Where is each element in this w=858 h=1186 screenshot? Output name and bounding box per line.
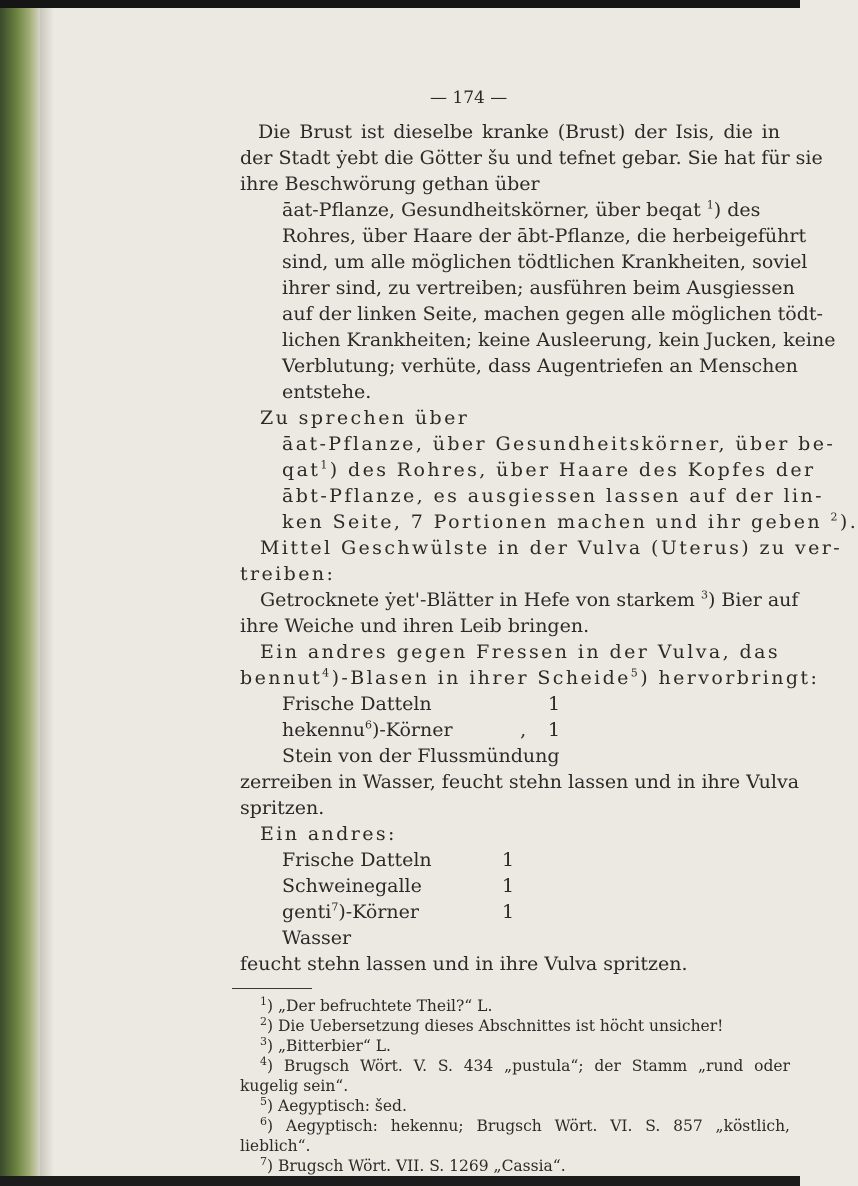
footnote-continuation: lieblich“. <box>240 1137 311 1155</box>
ingredient-name: hekennu$^6$)-Körner <box>282 718 453 741</box>
text-line: Getrocknete ẏet'-Blätter in Hefe von starkem $^3$) Bier auf <box>260 588 799 611</box>
footnote: $^6$) Aegyptisch: hekennu; Brugsch Wört. VI. S. 857 „köstlich, <box>260 1114 790 1135</box>
text-line: Die Brust ist dieselbe kranke (Brust) der Isis, die in <box>258 121 780 143</box>
text-line: lichen Krankheiten; keine Ausleerung, kein Jucken, keine <box>282 329 836 351</box>
text-line: ihrer sind, zu vertreiben; ausführen beim Ausgiessen <box>282 277 795 299</box>
text-line: Rohres, über Haare der ābt-Pflanze, die herbeigeführt <box>282 225 807 247</box>
text-line: Verblutung; verhüte, dass Augentriefen an Menschen <box>282 355 798 377</box>
ingredient-name: Wasser <box>282 927 352 949</box>
ingredient-name: Frische Datteln <box>282 693 432 715</box>
ingredient-quantity: 1 <box>502 901 515 923</box>
text-line: ābt-Pflanze, es ausgiessen lassen auf der lin- <box>282 485 824 507</box>
stray-mark: ‚ <box>520 719 527 741</box>
ingredient-name: Frische Datteln <box>282 849 432 871</box>
text-line: Ein andres: <box>260 823 397 845</box>
text-line: feucht stehn lassen und in ihre Vulva spritzen. <box>240 953 688 975</box>
ingredient-quantity: 1 <box>502 849 515 871</box>
text-line: āat-Pflanze, über Gesundheitskörner, über be- <box>282 433 836 455</box>
ingredient-name: genti$^7$)-Körner <box>282 900 419 923</box>
text-line: sind, um alle möglichen tödtlichen Krankheiten, soviel <box>282 251 808 273</box>
text-line: Zu sprechen über <box>260 407 470 429</box>
text-line: bennut$^4$)-Blasen in ihrer Scheide$^5$) hervorbringt: <box>240 666 820 689</box>
text-line: ken Seite, 7 Portionen machen und ihr geben $^2$). <box>282 510 858 533</box>
text-line: treiben: <box>240 563 336 585</box>
text-line: entstehe. <box>282 381 372 403</box>
footnote: $^4$) Brugsch Wört. V. S. 434 „pustula“; der Stamm „rund oder <box>260 1054 790 1075</box>
ingredient-quantity: 1 <box>548 719 561 741</box>
text-line: ihre Beschwörung gethan über <box>240 173 540 195</box>
footnote: $^1$) „Der befruchtete Theil?“ L. <box>260 994 493 1015</box>
footnote-continuation: kugelig sein“. <box>240 1077 349 1095</box>
footnote: $^3$) „Bitterbier“ L. <box>260 1034 391 1055</box>
text-line: āat-Pflanze, Gesundheitskörner, über beqat $^1$) des <box>282 198 761 221</box>
scan-bottom-edge <box>0 1176 800 1186</box>
ingredient-quantity: 1 <box>502 875 515 897</box>
ingredient-quantity: 1 <box>548 693 561 715</box>
text-line: auf der linken Seite, machen gegen alle möglichen tödt- <box>282 303 823 325</box>
text-line: qat$^1$) des Rohres, über Haare des Kopfes der <box>282 458 816 481</box>
ingredient-name: Schweinegalle <box>282 875 422 897</box>
text-line: ihre Weiche und ihren Leib bringen. <box>240 615 590 637</box>
footnote: $^7$) Brugsch Wört. VII. S. 1269 „Cassia“. <box>260 1154 566 1175</box>
text-line: Ein andres gegen Fressen in der Vulva, das <box>260 641 780 663</box>
book-binding <box>0 0 40 1186</box>
footnote: $^5$) Aegyptisch: šed. <box>260 1094 407 1115</box>
book-page <box>50 0 858 1176</box>
text-line: zerreiben in Wasser, feucht stehn lassen und in ihre Vulva <box>240 771 800 793</box>
text-line: der Stadt ẏebt die Götter šu und tefnet gebar. Sie hat für sie <box>240 147 823 169</box>
text-line: spritzen. <box>240 797 325 819</box>
ingredient-name: Stein von der Flussmündung <box>282 745 560 767</box>
footnote-separator <box>232 988 312 989</box>
text-line: Mittel Geschwülste in der Vulva (Uterus) zu ver- <box>260 537 843 559</box>
footnote: $^2$) Die Uebersetzung dieses Abschnittes ist höcht unsicher! <box>260 1014 724 1035</box>
page-number: — 174 — <box>430 88 508 108</box>
